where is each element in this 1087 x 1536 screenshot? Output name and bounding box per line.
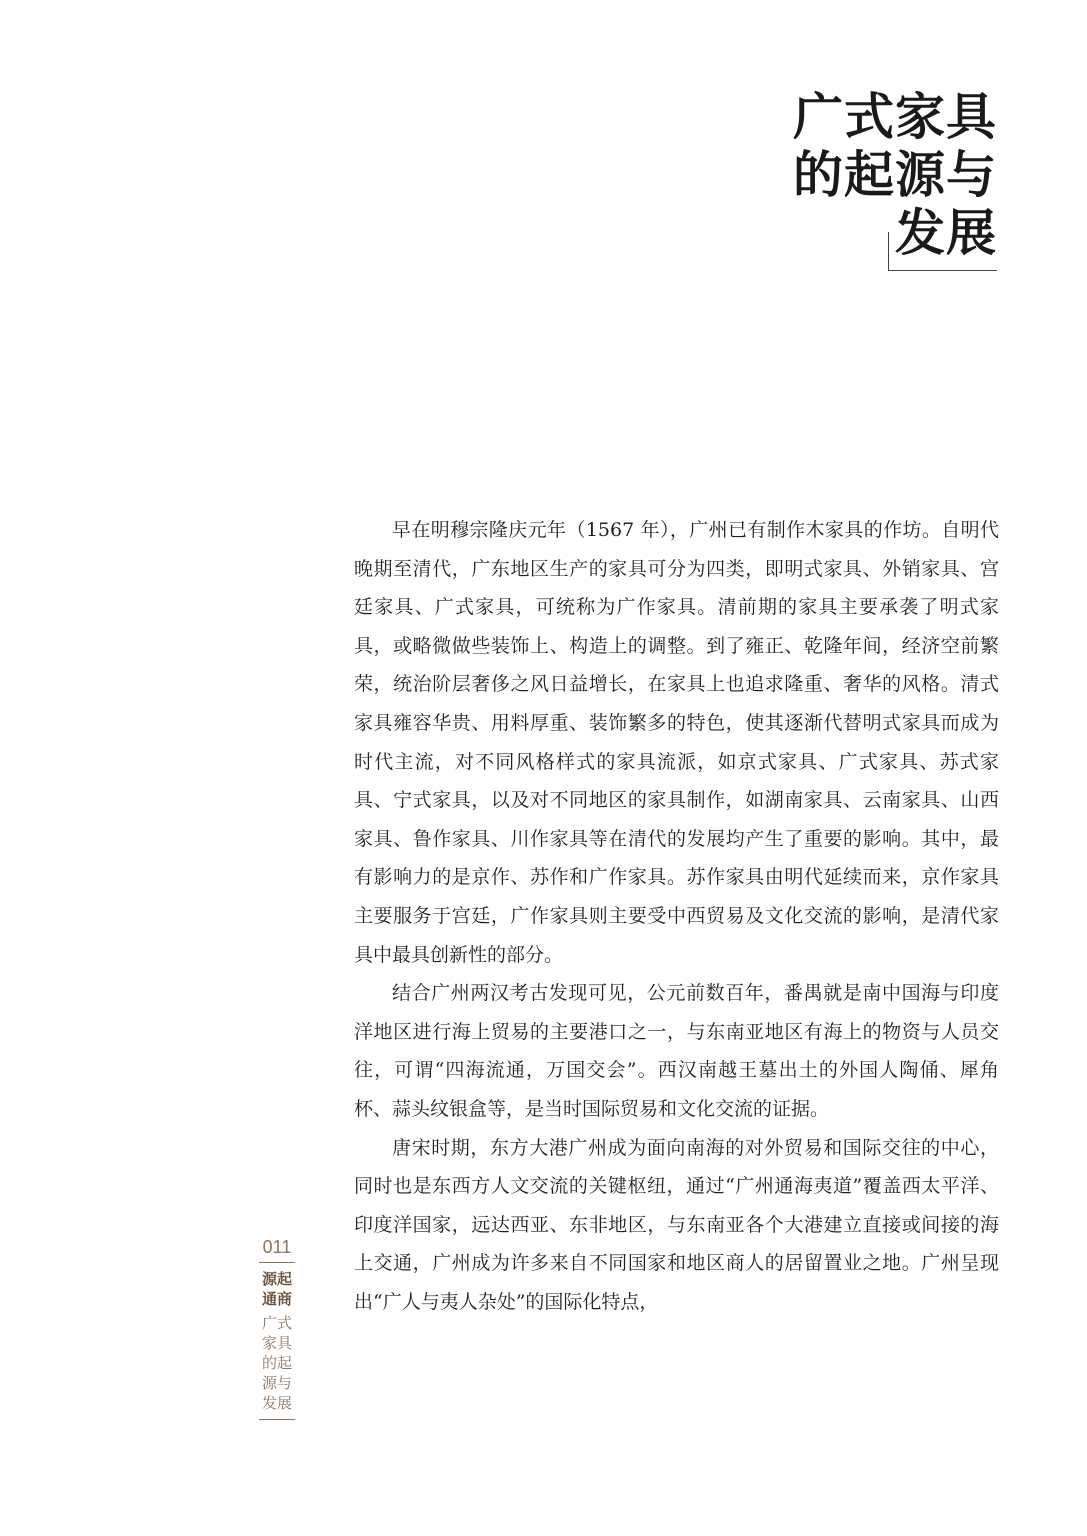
section-name: 源起通商 bbox=[261, 1270, 292, 1308]
body-text bbox=[354, 511, 999, 1321]
running-header bbox=[258, 1236, 296, 1420]
paragraph: 结合广州两汉考古发现可见，公元前数百年，番禺就是南中国海与印度洋地区进行海上贸易的主要港口之一，与东南亚地区有海上的物资与人员交往，可谓“四海流通，万国交会”。西汉南越王墓出土的外国人陶俑、犀角杯、蒜头纹银盒等，是当时国际贸易和文化交流的证据。 bbox=[354, 982, 999, 1120]
divider bbox=[259, 1262, 295, 1263]
title-line-3: 发展 bbox=[895, 203, 997, 262]
paragraph: 唐宋时期，东方大港广州成为面向南海的对外贸易和国际交往的中心，同时也是东西方人文交流的关键枢纽，通过“广州通海夷道”覆盖西太平洋、印度洋国家，远达西亚、东非地区，与东南亚各个大港建立直接或间接的海上交通，广州成为许多来自不同国家和地区商人的居留置业之地。广州呈现出“广人与夷人杂处”的国际化特点， bbox=[354, 1136, 999, 1313]
divider bbox=[259, 1419, 295, 1420]
title-line-2: 的起源与 bbox=[793, 145, 997, 204]
paragraph: 早在明穆宗隆庆元年（1567 年），广州已有制作木家具的作坊。自明代晚期至清代，广东地区生产的家具可分为四类，即明式家具、外销家具、宫廷家具、广式家具，可统称为广作家具。清前期的家具主要承袭了明式家具，或略微做些装饰上、构造上的调整。到了雍正、乾隆年间，经济空前繁荣，统治阶层奢侈之风日益增长，在家具上也追求隆重、奢华的风格。清式家具雍容华贵、用料厚重、装饰繁多的特色，使其逐渐代替明式家具而成为时代主流，对不同风格样式的家具流派，如京式家具、广式家具、苏式家具、宁式家具，以及对不同地区的家具制作，如湖南家具、云南家具、山西家具、鲁作家具、川作家具等在清代的发展均产生了重要的影响。其中，最有影响力的是京作、苏作和广作家具。苏作家具由明代延续而来，京作家具主要服务于宫廷，广作家具则主要受中西贸易及文化交流的影响，是清代家具中最具创新性的部分。 bbox=[354, 519, 999, 966]
chapter-name: 广式家具的起源与发展 bbox=[261, 1314, 292, 1412]
title-line-1: 广式家具 bbox=[793, 87, 997, 146]
title-corner-rule bbox=[888, 232, 997, 271]
page-number: 011 bbox=[262, 1237, 292, 1257]
